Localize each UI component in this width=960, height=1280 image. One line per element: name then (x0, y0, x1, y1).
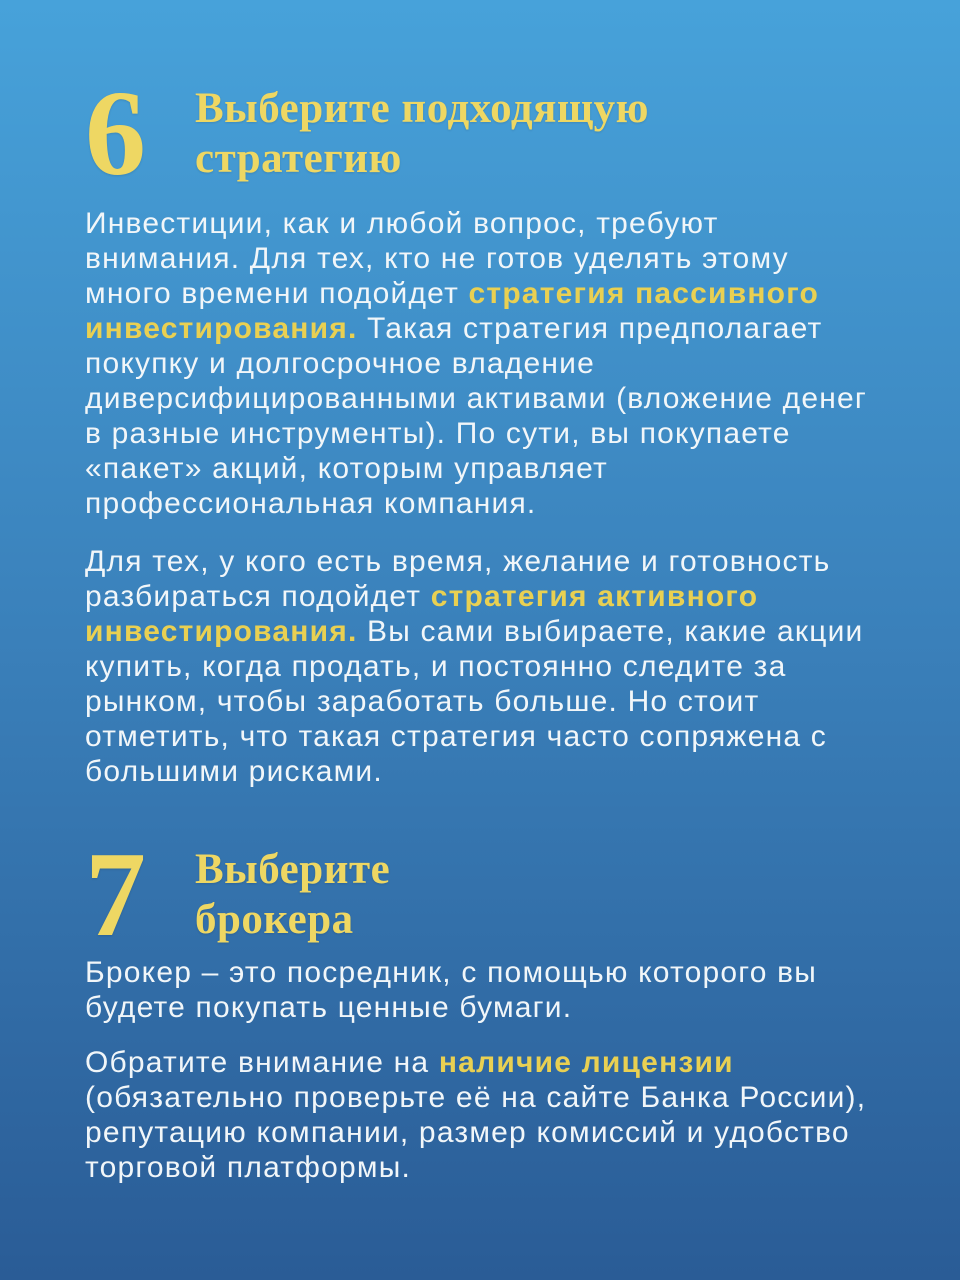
text-segment: Такая стратегия предполагает покупку и долгосрочное владение диверсифицированными активами (вложение денег в разные инструменты). По сути, вы покупаете «пакет» акций, которым управляет профессиональная компания. (85, 312, 867, 520)
step-6-number: 6 (85, 66, 146, 201)
highlight-passive-strategy: стратегия пассивного инвестирования. (85, 277, 820, 345)
text-segment: Вы сами выбираете, какие акции купить, когда продать, и постоянно следите за рынком, чтобы заработать больше. Но стоит отметить, что такая стратегия часто сопряжена с большими рисками. (85, 615, 864, 788)
highlight-license: наличие лицензии (438, 1046, 734, 1079)
section-step-7 (85, 827, 882, 1185)
section-step-6 (85, 66, 882, 789)
step-6-paragraph-active-strategy (85, 544, 882, 789)
step-6-heading-line1: Выберите подходящую (195, 85, 650, 132)
step-7-heading-line2: брокера (195, 896, 354, 943)
text-segment: Для тех, у кого есть время, желание и готовность разбираться подойдет (85, 545, 831, 613)
text-segment: Обратите внимание на (85, 1046, 439, 1079)
step-7-header (85, 827, 882, 962)
step-7-paragraph-broker-definition (85, 955, 882, 1025)
step-7-heading (195, 845, 390, 945)
step-6-heading (195, 84, 649, 184)
text-segment: Инвестиции, как и любой вопрос, требуют внимания. Для тех, кто не готов уделять этому много времени подойдет (85, 207, 789, 310)
text-segment: (обязательно проверьте её на сайте Банка России), репутацию компании, размер комиссий и удобство торговой платформы. (85, 1081, 867, 1184)
step-7-number: 7 (85, 827, 146, 962)
highlight-active-strategy: стратегия активного инвестирования. (85, 580, 759, 648)
step-7-heading-line1: Выберите (195, 846, 391, 893)
step-6-paragraph-passive-strategy (85, 206, 882, 521)
step-6-heading-line2: стратегию (195, 135, 402, 182)
step-6-header (85, 66, 882, 201)
text-segment: Брокер – это посредник, с помощью которого вы будете покупать ценные бумаги. (85, 956, 818, 1024)
step-7-paragraph-license (85, 1045, 882, 1185)
